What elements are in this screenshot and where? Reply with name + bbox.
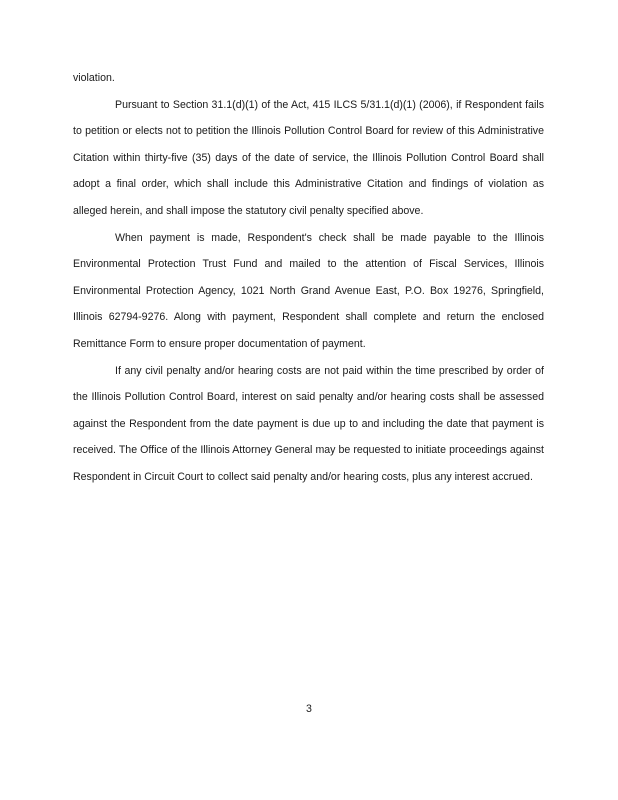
page-number: 3 bbox=[306, 703, 312, 715]
paragraph-petition-review: Pursuant to Section 31.1(d)(1) of the Act, 415 ILCS 5/31.1(d)(1) (2006), if Respondent fails to petition or elects not to petition the Illinois Pollution Control Board for review of this Administrative Citation within thirty-five (35) days of the date of service, the Illinois Pollution Control Board shall adopt a final order, which shall include this Administrative Citation and findings of violation as alleged herein, and shall impose the statutory civil penalty specified above. bbox=[73, 98, 544, 217]
paragraph-violation-continuation: violation. bbox=[73, 72, 115, 84]
paragraph-payment-instructions: When payment is made, Respondent's check shall be made payable to the Illinois Environmental Protection Trust Fund and mailed to the attention of Fiscal Services, Illinois Environmental Protection Agency, 1021 North Grand Avenue East, P.O. Box 19276, Springfield, Illinois 62794-9276. Along with payment, Respondent shall complete and return the enclosed Remittance Form to ensure proper documentation of payment. bbox=[73, 231, 544, 350]
document-body bbox=[73, 65, 544, 491]
paragraph-interest-collection: If any civil penalty and/or hearing costs are not paid within the time prescribed by order of the Illinois Pollution Control Board, interest on said penalty and/or hearing costs shall be assessed against the Respondent from the date payment is due up to and including the date that payment is received. The Office of the Illinois Attorney General may be requested to initiate proceedings against Respondent in Circuit Court to collect said penalty and/or hearing costs, plus any interest accrued. bbox=[73, 364, 544, 483]
